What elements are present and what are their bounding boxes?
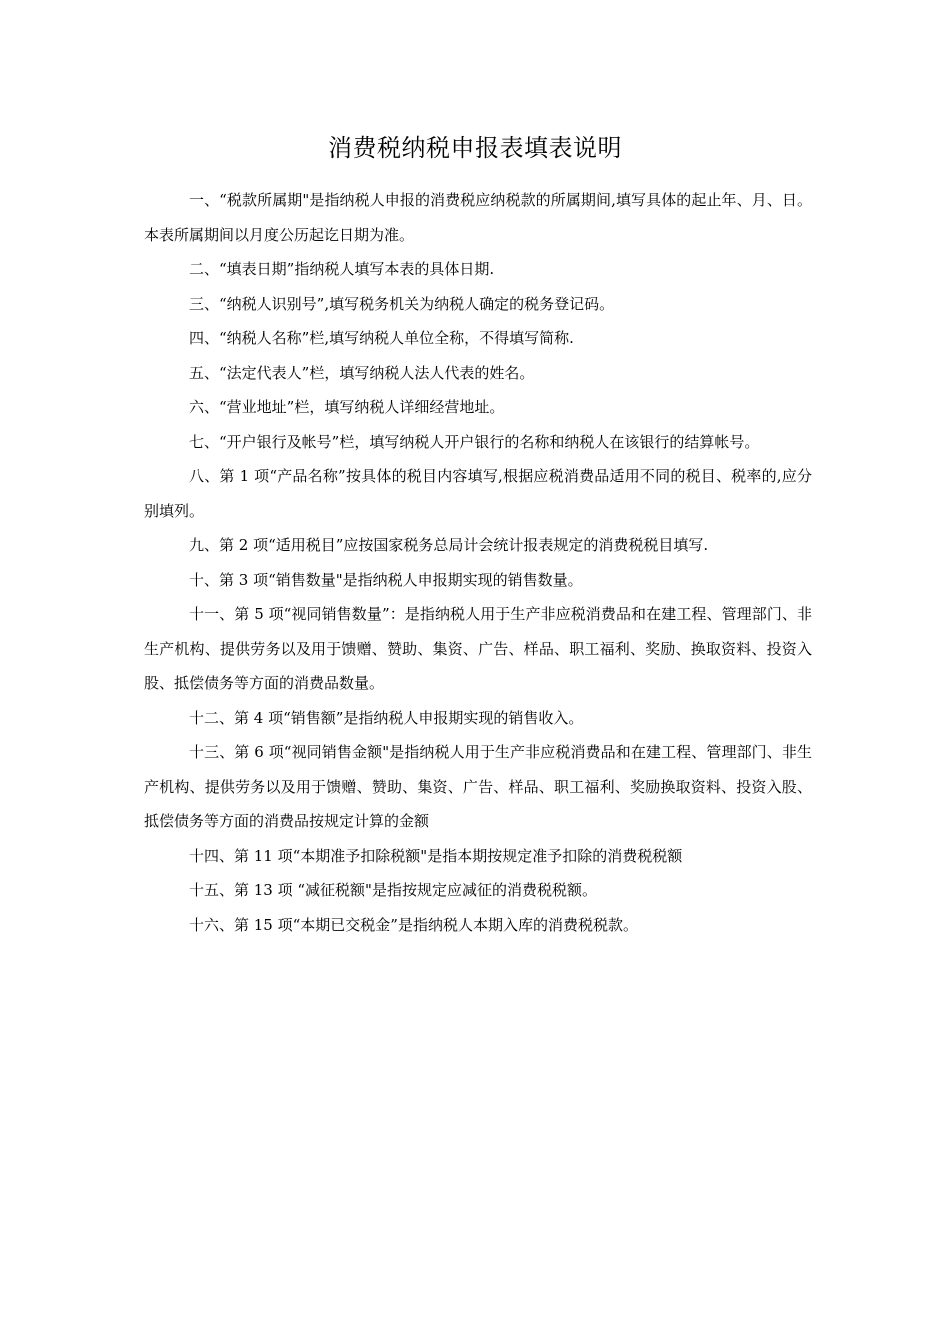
paragraph-14: 十四、第 11 项“本期准予扣除税额"是指本期按规定准予扣除的消费税税额 [189,846,683,865]
paragraph-3: 三、“纳税人识别号”,填写税务机关为纳税人确定的税务登记码。 [189,294,615,313]
page-title: 消费税纳税申报表填表说明 [328,134,622,162]
paragraph-10: 十、第 3 项“销售数量"是指纳税人申报期实现的销售数量。 [189,570,583,589]
paragraph-4: 四、“纳税人名称”栏,填写纳税人单位全称，不得填写简称. [189,329,574,347]
paragraph-16: 十六、第 15 项“本期已交税金”是指纳税人本期入库的消费税税款。 [189,915,638,934]
document-body [144,183,812,942]
paragraph-12: 十二、第 4 项“销售额”是指纳税人申报期实现的销售收入。 [189,708,584,727]
paragraph-2: 二、“填表日期”指纳税人填写本表的具体日期. [189,260,495,278]
paragraph-15: 十五、第 13 项 “减征税额"是指按规定应减征的消费税税额。 [189,881,597,899]
paragraph-6: 六、“营业地址”栏，填写纳税人详细经营地址。 [189,398,505,416]
paragraph-8: 八、第 1 项“产品名称”按具体的税目内容填写,根据应税消费品适用不同的税目、税率的,应分别填列。 [144,467,812,520]
paragraph-5: 五、“法定代表人”栏，填写纳税人法人代表的姓名。 [189,363,535,382]
paragraph-13: 十三、第 6 项“视同销售金额"是指纳税人用于生产非应税消费品和在建工程、管理部门、非生产机构、提供劳务以及用于馈赠、赞助、集资、广告、样品、职工福利、奖励换取资料、投资入股、抵偿债务等方面的消费品按规定计算的金额 [144,743,812,830]
paragraph-11: 十一、第 5 项“视同销售数量”：是指纳税人用于生产非应税消费品和在建工程、管理部门、非生产机构、提供劳务以及用于馈赠、赞助、集资、广告、样品、职工福利、奖励、换取资料、投资入股、抵偿债务等方面的消费品数量。 [144,605,812,692]
paragraph-1: 一、“税款所属期"是指纳税人申报的消费税应纳税款的所属期间,填写具体的起止年、月、日。本表所属期间以月度公历起讫日期为准。 [144,191,812,244]
paragraph-9: 九、第 2 项“适用税目”应按国家税务总局计会统计报表规定的消费税税目填写. [189,536,709,554]
paragraph-7: 七、“开户银行及帐号”栏，填写纳税人开户银行的名称和纳税人在该银行的结算帐号。 [189,432,760,451]
